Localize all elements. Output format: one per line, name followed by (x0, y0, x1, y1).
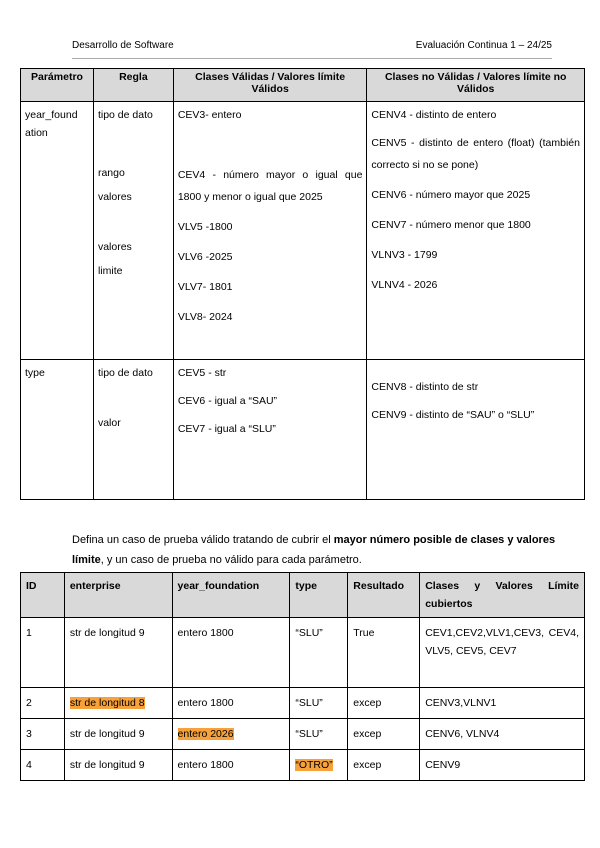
vlv8: VLV8- 2024 (177, 311, 233, 323)
cenv6: CENV6 - número mayor que 2025 (371, 189, 531, 201)
validas-type (173, 360, 367, 500)
cev7: CEV7 - igual a “SLU” (177, 423, 276, 435)
vlv5: VLV5 -1800 (177, 221, 233, 233)
validas-year (173, 102, 367, 360)
cenv5: CENV5 - distinto de entero (float) (también correcto si no se pone) (371, 137, 580, 171)
param-year-foundation: year_found ation (21, 102, 94, 360)
highlight-enterprise: str de longitud 8 (69, 697, 145, 709)
table1-row-year-foundation (21, 102, 585, 360)
test-cases-table (20, 572, 585, 781)
col-resultado: Resultado (348, 573, 420, 618)
regla-rango: rango (97, 167, 125, 179)
regla-valor: valor (97, 417, 121, 429)
table1-header-row (21, 69, 585, 102)
reglas-year: tipo de dato rango valores valores limite (93, 102, 173, 360)
equivalence-classes-table (20, 68, 585, 500)
cenv8: CENV8 - distinto de str (371, 381, 479, 393)
table-row: 4 str de longitud 9 entero 1800 “OTRO” excep CENV9 (21, 750, 585, 781)
table2-header-row (21, 573, 585, 618)
cenv4: CENV4 - distinto de entero (371, 109, 497, 121)
no-validas-year (367, 102, 585, 360)
table-row: 1 str de longitud 9 entero 1800 “SLU” True CEV1,CEV2,VLV1,CEV3, CEV4, VLV5, CEV5, CEV7 (21, 618, 585, 688)
col-enterprise: enterprise (64, 573, 172, 618)
vlv7: VLV7- 1801 (177, 281, 233, 293)
cev4: CEV4 - número mayor o igual que 1800 y menor o igual que 2025 (177, 169, 363, 203)
cenv9: CENV9 - distinto de “SAU” o “SLU” (371, 409, 535, 421)
header-evaluation: Evaluación Continua 1 – 24/25 (415, 40, 552, 51)
cev6: CEV6 - igual a “SAU” (177, 395, 278, 407)
regla-valores-limite: valores (97, 241, 132, 253)
reglas-type (93, 360, 173, 500)
col-type: type (290, 573, 348, 618)
vlv6: VLV6 -2025 (177, 251, 233, 263)
col-parametro: Parámetro (21, 69, 94, 102)
no-validas-type (367, 360, 585, 500)
table1-row-type (21, 360, 585, 500)
header-course: Desarrollo de Software (72, 40, 174, 51)
regla-tipo-dato-type: tipo de dato (97, 367, 153, 379)
highlight-type: “OTRO” (295, 759, 333, 771)
highlight-year: entero 2026 (177, 728, 234, 740)
col-id: ID (21, 573, 65, 618)
cev3: CEV3- entero (177, 109, 242, 121)
param-type: type (21, 360, 94, 500)
col-cubiertos: Clases y Valores Límite cubiertos (420, 573, 585, 618)
cenv7: CENV7 - número menor que 1800 (371, 219, 531, 231)
instruction-bold: mayor número posible de clases y valores límite (72, 534, 556, 566)
regla-tipo-dato: tipo de dato (97, 109, 153, 121)
instruction-text: Defina un caso de prueba válido tratando de cubrir el mayor número posible de clases y valores límite, y un caso de prueba no válido para cada parámetro. (72, 534, 556, 566)
table-row: 3 str de longitud 9 entero 2026 “SLU” excep CENV6, VLNV4 (21, 719, 585, 750)
col-clases-no-validas: Clases no Válidas / Valores límite no Válidos (367, 69, 585, 102)
col-clases-validas: Clases Válidas / Valores límite Válidos (173, 69, 367, 102)
vlnv3: VLNV3 - 1799 (371, 249, 438, 261)
cev5: CEV5 - str (177, 367, 227, 379)
vlnv4: VLNV4 - 2026 (371, 279, 438, 291)
table-row: 2 str de longitud 8 entero 1800 “SLU” excep CENV3,VLNV1 (21, 688, 585, 719)
col-year-foundation: year_foundation (172, 573, 290, 618)
col-regla: Regla (93, 69, 173, 102)
page-header (72, 40, 552, 59)
